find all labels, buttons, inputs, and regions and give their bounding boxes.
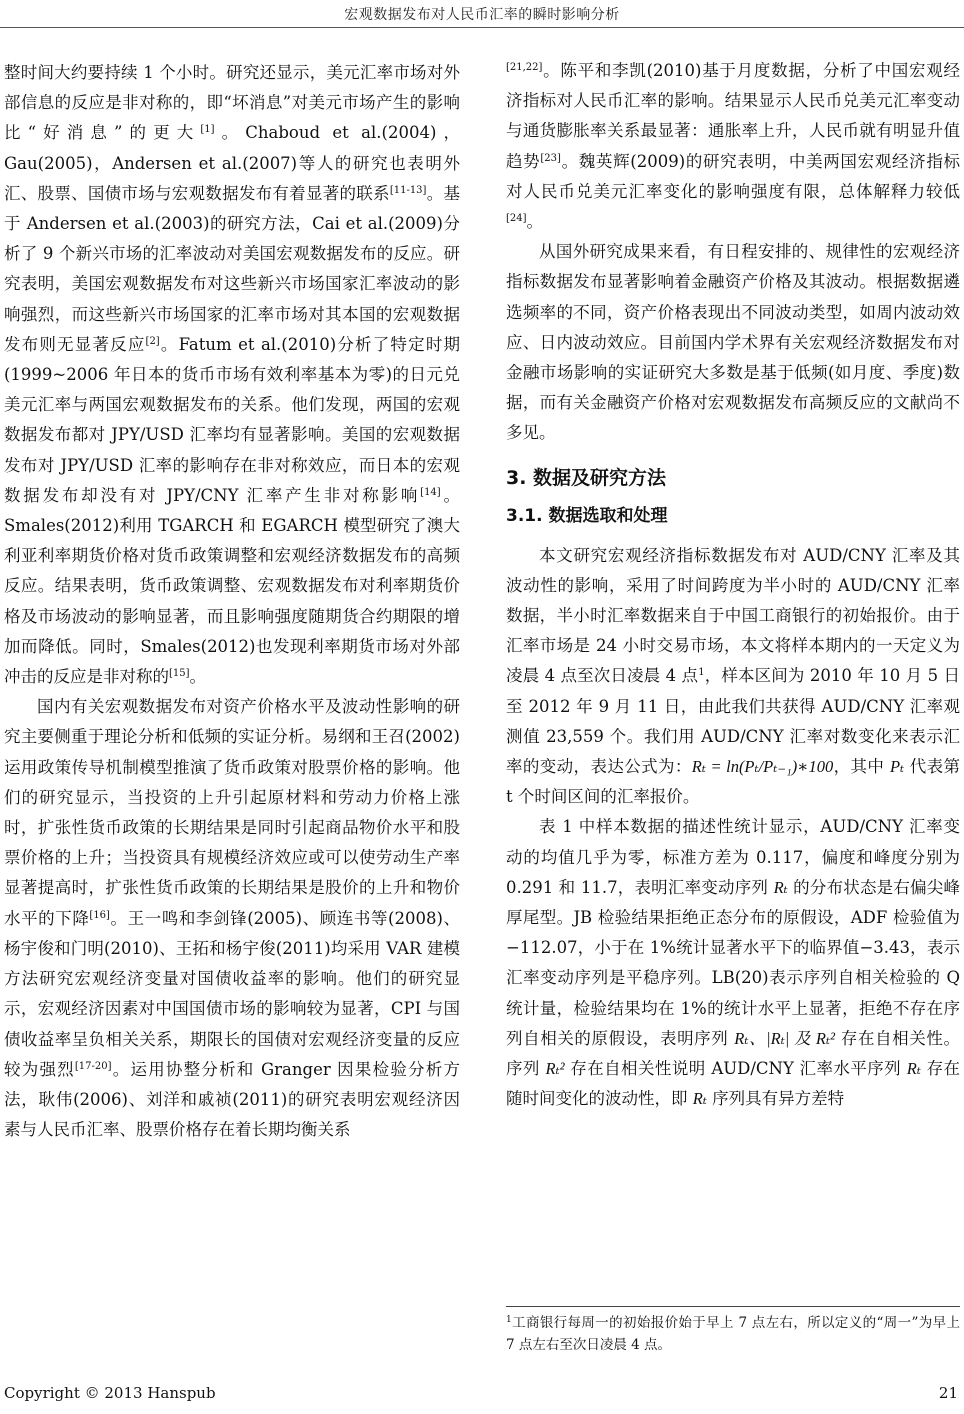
text-run: 的分布状态是右偏尖峰厚尾型。JB 检验结果拒绝正态分布的原假设，ADF 检验值为−112.07，小于在 1%统计显著水平下的临界值−3.43，表示汇率变动序列是平稳序列。LB(20)表示序列自相关检验的 Q 统计量，检验结果均在 1%的统计水平上显著，拒绝不存在序列自相关的原假设，表明序列 (506, 877, 960, 1048)
text-run: 。基于 Andersen et al.(2003)的研究方法，Cai et al.(2009)分析了 9 个新兴市场的汇率波动对美国宏观数据发布的反应。研究表明，美国宏观数据发布对这些新兴市场国家汇率波动的影响强烈，而这些新兴市场国家的汇率市场对其本国的宏观数据发布则无显著反应 (4, 183, 461, 354)
footnote (506, 1312, 960, 1356)
text-run: 。魏英辉(2009)的研究表明，中美两国宏观经济指标对人民币兑美元汇率变化的影响强度有限，总体解释力较低 (506, 151, 960, 201)
citation-ref[interactable]: [21,22] (506, 62, 543, 73)
text-run: 。 (189, 667, 207, 687)
left-column (4, 58, 460, 1145)
text-run: 国内有关宏观数据发布对资产价格水平及波动性影响的研究主要侧重于理论分析和低频的实证分析。易纲和王召(2002)运用政策传导机制模型推演了货币政策对股票价格的影响。他们的研究显示，当投资的上升引起原材料和劳动力价格上涨时，扩张性货币政策的长期结果是同时引起商品物价水平和股票价格的上升；当投资具有规模经济效应或可以使劳动生产率显著提高时，扩张性货币政策的长期结果是股价的上升和物价水平的下降 (4, 697, 460, 928)
math-variable: Rₜ、|Rₜ| 及 Rₜ² (734, 1028, 835, 1048)
text-run: 。王一鸣和李剑锋(2005)、顾连书等(2008)、杨宇俊和门明(2010)、王拓和杨宇俊(2011)均采用 VAR 建模方法研究宏观经济变量对国债收益率的影响。他们的研究显示，宏观经济因素对中国国债市场的影响较为显著，CPI 与国债收益率呈负相关关系，期限长的国债对宏观经济变量的反应较为强烈 (4, 908, 461, 1079)
text-run: 表 1 中样本数据的描述性统计显示，AUD/CNY 汇率变动的均值几乎为零，标准方差为 0.117，偏度和峰度分别为 0.291 和 11.7，表明汇率变动序列 (506, 817, 960, 897)
math-variable: Pₜ (889, 757, 905, 777)
body-paragraph (4, 58, 460, 692)
text-run: 存在自相关性说明 AUD/CNY 汇率水平序列 (564, 1059, 907, 1079)
math-variable: Rₜ² (545, 1059, 565, 1079)
citation-ref[interactable]: [2] (145, 335, 160, 347)
footnote-marker[interactable]: 1 (698, 667, 705, 679)
text-run: 。运用协整分析和 Granger 因果检验分析方法，耿伟(2006)、刘洋和戚祯(2011)的研究表明宏观经济因素与人民币汇率、股票价格存在着长期均衡关系 (4, 1059, 460, 1140)
body-paragraph (4, 692, 460, 1145)
math-variable: Rₜ (773, 877, 788, 897)
text-run: 。Fatum et al.(2010)分析了特定时期(1999~2006 年日本的货币市场有效利率基本为零)的日元兑美元汇率与两国宏观数据发布的关系。他们发现，两国的宏观数据发布都对 JPY/USD 汇率均有显著影响。美国的宏观数据发布对 JPY/USD 汇率的影响存在非对称效应，而日本的宏观数据发布却没有对 JPY/CNY 汇率产生非对称影响 (4, 334, 461, 505)
citation-ref[interactable]: [1] (200, 124, 215, 136)
text-run: 代表第 t 个时间区间的汇率报价。 (506, 757, 961, 807)
right-column (506, 56, 960, 1115)
body-paragraph (506, 812, 960, 1114)
body-paragraph (506, 56, 960, 237)
section-heading: 3. 数据及研究方法 (506, 466, 667, 489)
text-run: 存在随时间变化的波动性，即 (506, 1059, 961, 1109)
citation-ref[interactable]: [24] (506, 213, 527, 225)
text-run: 。陈平和李凯(2010)基于月度数据，分析了中国宏观经济指标对人民币汇率的影响。结果显示人民币兑美元汇率变动与通货膨胀率关系最显著：通胀率上升，人民币就有明显升值趋势 (506, 61, 960, 171)
citation-ref[interactable]: [23] (540, 152, 561, 164)
body-paragraph: 从国外研究成果来看，有日程安排的、规律性的宏观经济指标数据发布显著影响着金融资产价格及其波动。根据数据遴选频率的不同，资产价格表现出不同波动类型，如周内波动效应、日内波动效应。目前国内学术界有关宏观经济数据发布对金融市场影响的实证研究大多数是基于低频(如月度、季度)数据，而有关金融资产价格对宏观数据发布高频反应的文献尚不多见。 (506, 242, 960, 443)
footnote-text: 工商银行每周一的初始报价始于早上 7 点左右，所以定义的“周一”为早上 7 点左右至次日凌晨 4 点。 (506, 1315, 960, 1353)
running-head: 宏观数据发布对人民币汇率的瞬时影响分析 (344, 7, 620, 23)
citation-ref[interactable]: [17-20] (74, 1060, 112, 1072)
copyright-notice: Copyright © 2013 Hanspub (4, 1384, 216, 1402)
citation-ref[interactable]: [11-13] (389, 184, 427, 196)
citation-ref[interactable]: [16] (89, 909, 110, 921)
text-run: 本文研究宏观经济指标数据发布对 AUD/CNY 汇率及其波动性的影响，采用了时间跨度为半小时的 AUD/CNY 汇率数据，半小时汇率数据来自于中国工商银行的初始报价。由于汇率市场是 24 小时交易市场，本文将样本期内的一天定义为凌晨 4 点至次日凌晨 4 点 (506, 545, 960, 686)
text-run: 整时间大约要持续 1 个小时。研究还显示，美元汇率市场对外部信息的反应是非对称的，即“坏消息”对美元市场产生的影响比“好消息”的更大 (4, 63, 460, 143)
page-number: 21 (938, 1384, 958, 1402)
return-formula: Rₜ = ln(Pₜ/Pₜ₋₁)∗100 (691, 757, 834, 777)
body-paragraph (506, 541, 960, 813)
text-run: 。 (526, 212, 544, 232)
math-variable: Rₜ (906, 1059, 921, 1079)
text-run: ，样本区间为 2010 年 10 月 5 日至 2012 年 9 月 11 日，由此我们共获得 AUD/CNY 汇率观测值 23,559 个。我们用 AUD/CNY 汇率对数变化来表示汇率的变动，表达公式为： (506, 666, 960, 777)
footnote-rule (506, 1306, 960, 1307)
text-run: 序列具有异方差特 (706, 1089, 845, 1109)
header-rule (0, 27, 964, 28)
citation-ref[interactable]: [15] (169, 668, 190, 680)
citation-ref[interactable]: [14] (420, 486, 441, 498)
subsection-heading: 3.1. 数据选取和处理 (506, 505, 668, 526)
text-run: 。Chaboud et al.(2004)，Gau(2005)，Andersen et al.(2007)等人的研究也表明外汇、股票、国债市场与宏观数据发布有着显著的联系 (4, 123, 461, 203)
math-variable: Rₜ (692, 1089, 707, 1109)
text-run: 存在自相关性。序列 (506, 1028, 960, 1079)
footnote-number: 1 (506, 1315, 512, 1325)
text-run: 。Smales(2012)利用 TGARCH 和 EGARCH 模型研究了澳大利亚利率期货价格对货币政策调整和宏观经济数据发布的高频反应。结果表明，货币政策调整、宏观数据发布对利率期货价格及市场波动的影响显著，而且影响强度随期货合约期限的增加而降低。同时，Smales(2012)也发现利率期货市场对外部冲击的反应是非对称的 (4, 485, 460, 687)
text-run: ，其中 (833, 757, 890, 777)
